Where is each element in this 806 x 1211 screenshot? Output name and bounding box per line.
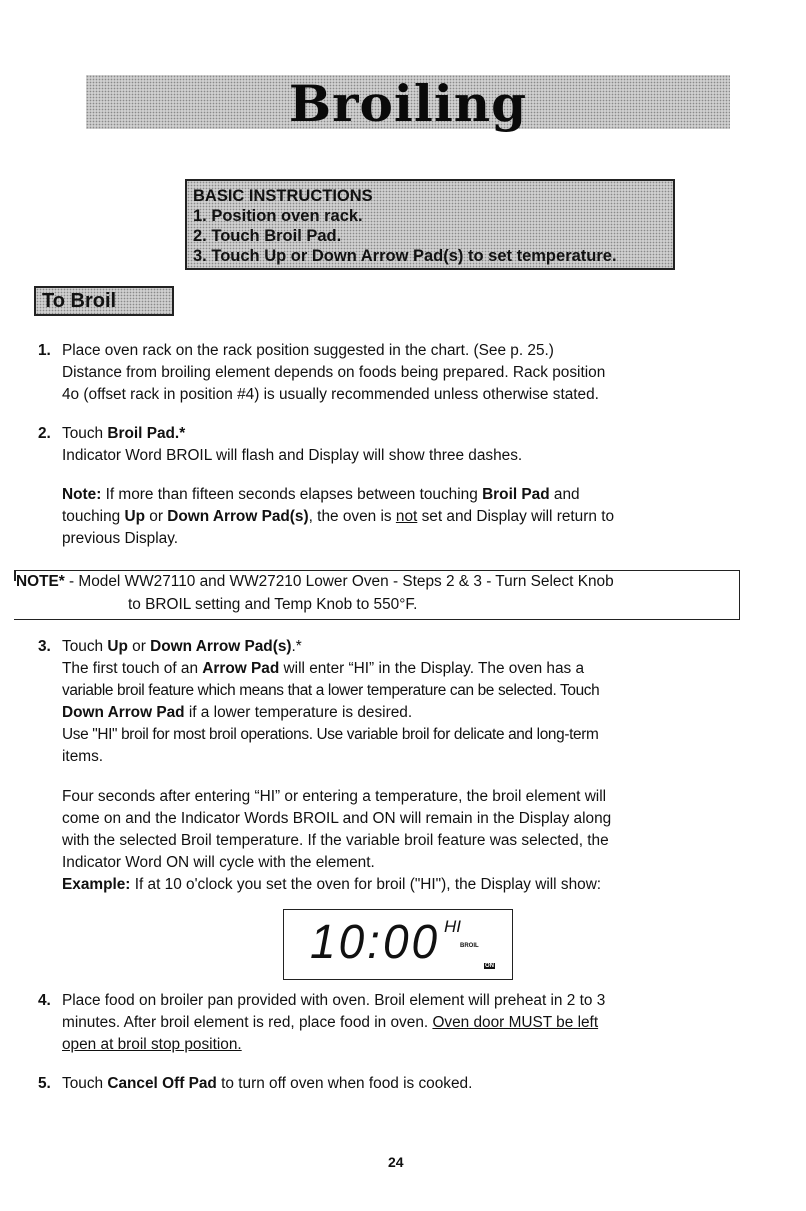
basic-step-3: 3. Touch Up or Down Arrow Pad(s) to set temperature. [193,247,617,265]
step-3-para-1e: items. [62,748,104,765]
step-3-example: Example: If at 10 o'clock you set the oven for broil ("HI"), the Display will show: [62,876,602,893]
step-2-line-2: Indicator Word BROIL will flash and Display will show three dashes. [62,447,523,464]
step-1-line-1: Place oven rack on the rack position suggested in the chart. (See p. 25.) [62,342,554,359]
section-title [34,286,174,316]
step-1 [38,340,758,406]
note-line-1: NOTE* - Model WW27110 and WW27210 Lower Oven - Steps 2 & 3 - Turn Select Knob [16,573,614,590]
step-4-line-2: minutes. After broil element is red, place food in oven. Oven door MUST be left [62,1014,599,1031]
display-mode: HI [444,917,461,936]
step-4-line-1: Place food on broiler pan provided with oven. Broil element will preheat in 2 to 3 [62,992,606,1009]
step-3-para-1c: Down Arrow Pad if a lower temperature is desired. [62,704,413,721]
step-number: 5. [38,1075,51,1092]
step-1-line-2: Distance from broiling element depends on foods being prepared. Rack position [62,364,606,381]
step-number: 4. [38,992,51,1009]
basic-instructions-box [185,179,675,270]
step-3-para-2b: come on and the Indicator Words BROIL and ON will remain in the Display along [62,810,612,827]
step-4 [38,990,758,1056]
page-number: 24 [388,1154,404,1170]
step-2-line-1: Touch Broil Pad.* [62,425,186,442]
step-3-para-1a: The first touch of an Arrow Pad will enter “HI” in the Display. The oven has a [62,660,585,677]
step-5 [38,1073,758,1095]
step-2-note-line-2: touching Up or Down Arrow Pad(s), the oven is not set and Display will return to [62,508,615,525]
step-3-line-1: Touch Up or Down Arrow Pad(s).* [62,638,302,655]
oven-display-example [283,909,513,980]
step-number: 1. [38,342,51,359]
step-2-note-line-3: previous Display. [62,530,179,547]
page-title: Broiling [288,74,528,133]
model-note-box [14,570,740,620]
step-1-line-3: 4o (offset rack in position #4) is usually recommended unless otherwise stated. [62,386,599,403]
display-broil-indicator: BROIL [460,943,479,949]
display-on-indicator: ON [485,963,494,969]
step-3 [38,636,758,896]
step-4-line-3: open at broil stop position. [62,1036,242,1053]
basic-step-2: 2. Touch Broil Pad. [193,227,342,245]
basic-step-1: 1. Position oven rack. [193,207,363,225]
display-time: 10:00 [310,913,441,969]
step-3-para-2a: Four seconds after entering “HI” or entering a temperature, the broil element will [62,788,607,805]
step-3-para-1b: variable broil feature which means that a lower temperature can be selected. Touch [62,682,600,699]
step-3-para-2c: with the selected Broil temperature. If the variable broil feature was selected, the [62,832,609,849]
title-banner [86,74,730,133]
note-line-2: to BROIL setting and Temp Knob to 550°F. [128,596,418,613]
section-title-text: To Broil [42,289,117,312]
step-number: 2. [38,425,51,442]
step-number: 3. [38,638,51,655]
basic-heading: BASIC INSTRUCTIONS [193,187,373,205]
step-5-line-1: Touch Cancel Off Pad to turn off oven when food is cooked. [62,1075,473,1092]
step-2-note: Note: If more than fifteen seconds elapses between touching Broil Pad and [62,486,580,503]
step-3-para-1d: Use "HI" broil for most broil operations. Use variable broil for delicate and long-term [62,726,599,743]
step-3-para-2d: Indicator Word ON will cycle with the element. [62,854,375,871]
step-2 [38,423,758,550]
